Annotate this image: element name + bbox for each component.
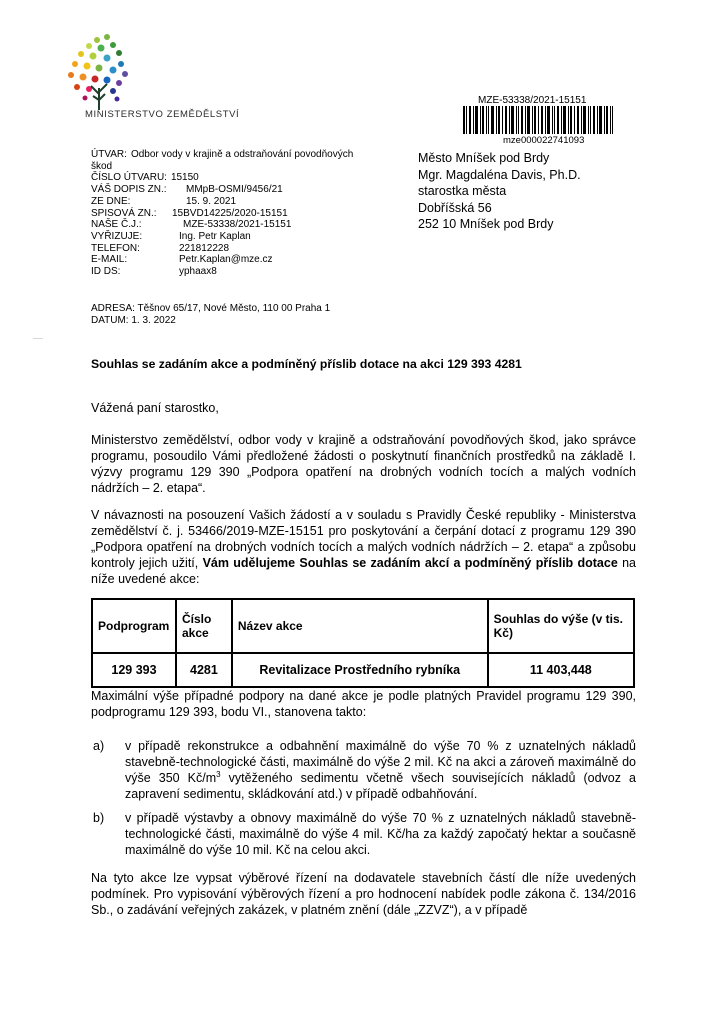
list-item (91, 738, 636, 802)
table-header-row (92, 599, 634, 653)
meta-row (91, 161, 353, 173)
addressee-line: Mgr. Magdaléna Davis, Ph.D. (418, 167, 581, 182)
list-text (125, 810, 636, 858)
meta-row (91, 172, 353, 184)
meta-value: MMpB-OSMI/9456/21 (186, 184, 283, 196)
fold-marker: ----- (33, 336, 43, 342)
paragraph-approval (91, 507, 636, 587)
meta-value: 15. 9. 2021 (186, 195, 237, 207)
paragraph-max-support: Maximální výše případné podpory na dané akce je podle platných Pravidel programu 129 390, podprogramu 129 393, bodu VI., stanovena takto: (91, 689, 636, 720)
table-cell: Revitalizace Prostředního rybníka (232, 653, 488, 687)
letter-subject: Souhlas se zadáním akce a podmíněný příslib dotace na akci 129 393 4281 (91, 357, 522, 371)
list-text-part: vytěženého sedimentu včetně všech souvisejících nákladů (odvoz a zapravení sedimentu, skládkování atd.) v případě odbahňování. (125, 771, 636, 802)
actions-table (91, 598, 635, 688)
list-marker: b) (93, 811, 105, 825)
meta-row (91, 231, 353, 243)
barcode-icon (463, 106, 613, 134)
meta-label: ZE DNE: (91, 195, 131, 207)
table-cell: 129 393 (92, 653, 176, 687)
meta-value: yphaax8 (179, 266, 217, 278)
address-line: ADRESA: Těšnov 65/17, Nové Město, 110 00 Praha 1 (91, 303, 331, 314)
list-text-part: v případě rekonstrukce a odbahnění maximálně do výše 70 % z uznatelných nákladů stavebně-technologické části, maximálně do výše 2 mil. Kč na akci a zároveň maximálně do výše 350 Kč/m (125, 739, 636, 786)
document-number: MZE-53338/2021-15151 (478, 95, 587, 106)
date-line: DATUM: 1. 3. 2022 (91, 315, 176, 326)
addressee-block (418, 150, 581, 233)
column-header: Název akce (232, 599, 488, 653)
meta-value: MZE-53338/2021-15151 (183, 219, 292, 231)
table-row (92, 653, 634, 687)
meta-value: Petr.Kaplan@mze.cz (179, 254, 273, 266)
salutation: Vážená paní starostko, (91, 401, 219, 415)
column-header: Číslo akce (176, 599, 232, 653)
meta-label: NAŠE Č.J.: (91, 219, 142, 231)
meta-label: TELEFON: (91, 242, 140, 254)
addressee-line: 252 10 Mníšek pod Brdy (418, 217, 554, 231)
list-text (125, 738, 636, 802)
sender-meta (91, 149, 353, 278)
meta-value: 221812228 (179, 242, 230, 254)
meta-row (91, 243, 353, 255)
logo-text: MINISTERSTVO ZEMĚDĚLSTVÍ (85, 109, 240, 120)
meta-label: ČÍSLO ÚTVARU: (91, 172, 167, 184)
list-item (91, 810, 636, 858)
barcode-text: mze000022741093 (503, 135, 585, 146)
paragraph-tail: na níže uvedené akce: (91, 556, 637, 587)
meta-value: 15150 (170, 172, 199, 184)
meta-row (91, 254, 353, 266)
meta-row (91, 219, 353, 231)
meta-value: 15BVD14225/2020-15151 (172, 207, 288, 219)
column-header: Souhlas do výše (v tis. Kč) (488, 599, 634, 653)
sender-address (91, 303, 330, 327)
meta-row (91, 149, 353, 161)
meta-value: škod (91, 160, 113, 172)
meta-value: Ing. Petr Kaplan (179, 230, 251, 242)
meta-label: ID DS: (91, 266, 121, 278)
list-text-part: v případě výstavby a obnovy maximálně do výše 70 % z uznatelných nákladů stavebně-technologické části, maximálně do výše 4 mil. Kč/ha za každý započatý hektar a současně maximálně do výše 10 mil. Kč na celou akci. (125, 811, 636, 858)
meta-label: E-MAIL: (91, 254, 128, 266)
addressee-line: Dobříšská 56 (418, 200, 492, 215)
meta-label: VÁŠ DOPIS ZN.: (91, 184, 167, 196)
addressee-line: Město Mníšek pod Brdy (418, 151, 550, 165)
meta-value: Odbor vody v krajině a odstraňování povodňových (130, 149, 354, 160)
meta-row (91, 208, 353, 220)
table-cell: 11 403,448 (488, 653, 634, 687)
meta-row (91, 196, 353, 208)
list-marker: a) (93, 739, 105, 753)
addressee-line: starostka města (418, 184, 507, 198)
meta-row (91, 266, 353, 278)
superscript: 3 (216, 770, 221, 780)
paragraph-tender: Na tyto akce lze vypsat výběrové řízení na dodavatele stavebních částí dle níže uvedených podmínek. Pro vypisování výběrových řízení a pro hodnocení nabídek podle zákona č. 134/2016 Sb., o zadávání veřejných zakázek, v platném znění (dále „ZZVZ“), a v případě (91, 871, 636, 918)
paragraph-bold: Vám udělujeme Souhlas se zadáním akcí a podmíněný příslib dotace (202, 556, 618, 571)
meta-label: ÚTVAR: (91, 149, 127, 160)
table-cell: 4281 (176, 653, 232, 687)
paragraph-intro: Ministerstvo zemědělství, odbor vody v krajině a odstraňování povodňových škod, jako správce programu, posoudilo Vámi předložené žádosti o poskytnutí finančních prostředků na základě I. výzvy programu 129 390 „Podpora opatření na drobných vodních tocích a malých vodních nádržích – 2. etapa“. (91, 433, 636, 496)
meta-row (91, 184, 353, 196)
paragraph-text: V návaznosti na posouzení Vašich žádostí a v souladu s Pravidly České republiky - Ministerstva zemědělství č. j. 53466/2019-MZE-15151 pro poskytování a čerpání dotací z programu 129 390 „Podpora opatření na drobných vodních tocích a malých vodních nádržích – 2. etapa“ a způsobu kontroly jejich užití, (91, 508, 636, 571)
meta-label: SPISOVÁ ZN.: (91, 207, 157, 219)
meta-label: VYŘIZUJE: (91, 230, 143, 242)
column-header: Podprogram (92, 599, 176, 653)
